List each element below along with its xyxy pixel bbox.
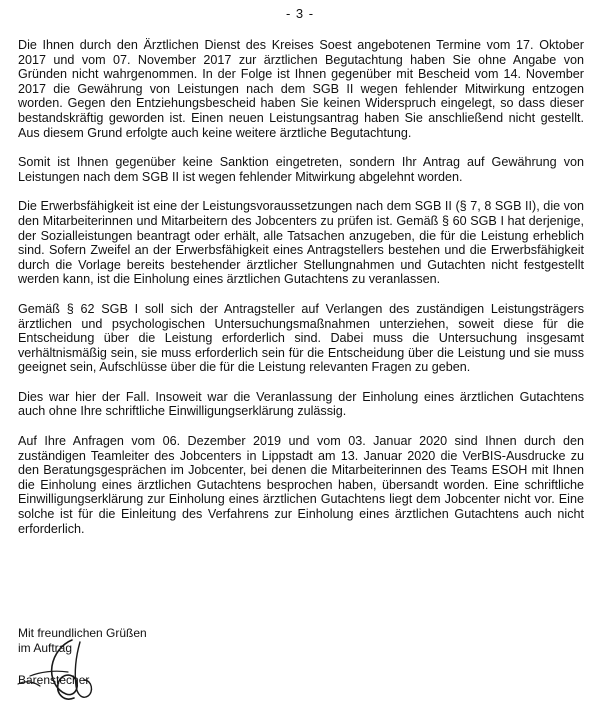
- paragraph-case-applies: Dies war hier der Fall. Insoweit war die Veranlassung der Einholung eines ärztlichen Gutachtens auch ohne Ihre schriftliche Einwilligungserklärung zulässig.: [18, 389, 584, 419]
- closing-name: Barenstecher: [18, 673, 90, 687]
- paragraph-requests: Auf Ihre Anfragen vom 06. Dezember 2019 und vom 03. Januar 2020 sind Ihnen durch den zuständigen Teamleiter des Jobcenters in Lippstadt am 13. Januar 2020 die VerBIS-Ausdrucke zu den Beratungsgesprächen im Jobcenter, bei denen die Mitarbeiterinnen des Teams ESOH mit Ihnen die Einholung eines ärztlichen Gutachtens besprochen haben, übersandt worden. Eine schriftliche Einwilligungserklärung zur Einholung eines ärztlichen Gutachtens liegt dem Jobcenter nicht vor. Eine solche ist für die Einleitung des Verfahrens zur Einholung eines ärztlichen Gutachtens auch nicht erforderlich.: [18, 434, 584, 536]
- paragraph-appointments: Die Ihnen durch den Ärztlichen Dienst des Kreises Soest angebotenen Termine vom 17. Oktober 2017 und vom 07. November 2017 zur ärztlichen Begutachtung haben Sie ohne Angabe von Gründen nicht wahrgenommen. In der Folge ist Ihnen gegenüber mit Bescheid vom 14. November 2017 die Gewährung von Leistungen nach dem SGB II wegen fehlender Mitwirkung entzogen worden. Gegen den Entziehungsbescheid haben Sie keinen Widerspruch eingelegt, so dass dieser bestandskräftig geworden ist. Einen neuen Leistungsantrag haben Sie anschließend nicht gestellt. Aus diesem Grund erfolgte auch keine weitere ärztliche Begutachtung.: [18, 38, 584, 140]
- page-number: - 3 -: [285, 6, 315, 21]
- closing-on-behalf: im Auftrag: [18, 641, 73, 655]
- paragraph-no-sanction: Somit ist Ihnen gegenüber keine Sanktion eingetreten, sondern Ihr Antrag auf Gewährung von Leistungen nach dem SGB II ist wegen fehlender Mitwirkung abgelehnt worden.: [18, 155, 584, 184]
- closing-greeting: Mit freundlichen Grüßen: [18, 626, 147, 640]
- letter-body: [18, 38, 584, 551]
- closing-block: [18, 626, 147, 688]
- paragraph-employability: Die Erwerbsfähigkeit ist eine der Leistungsvoraussetzungen nach dem SGB II (§ 7, 8 SGB II), die von den Mitarbeiterinnen und Mitarbeitern des Jobcenters zu prüfen ist. Gemäß § 60 SGB I hat derjenige, der Sozialleistungen beantragt oder erhält, alle Tatsachen anzugeben, die für die Leistung erheblich sind. Sofern Zweifel an der Erwerbsfähigkeit eines Antragstellers bestehen und die Erwerbsfähigkeit durch die Vorlage bereits bestehender ärztlicher Stellungnahmen und Gutachten nicht festgestellt werden kann, ist die Einholung eines ärztlichen Gutachtens zu veranlassen.: [18, 199, 584, 287]
- paragraph-sgb-62: Gemäß § 62 SGB I soll sich der Antragsteller auf Verlangen des zuständigen Leistungsträgers ärztlichen und psychologischen Untersuchungsmaßnahmen unterziehen, soweit diese für die Entscheidung über die Leistung erforderlich sind. Dabei muss die Untersuchung insgesamt verhältnismäßig sein, sie muss erforderlich sein für die Entscheidung über die Leistung und sie muss geeignet sein, Aufschlüsse über die für die Leistung relevanten Fragen zu geben.: [18, 301, 584, 375]
